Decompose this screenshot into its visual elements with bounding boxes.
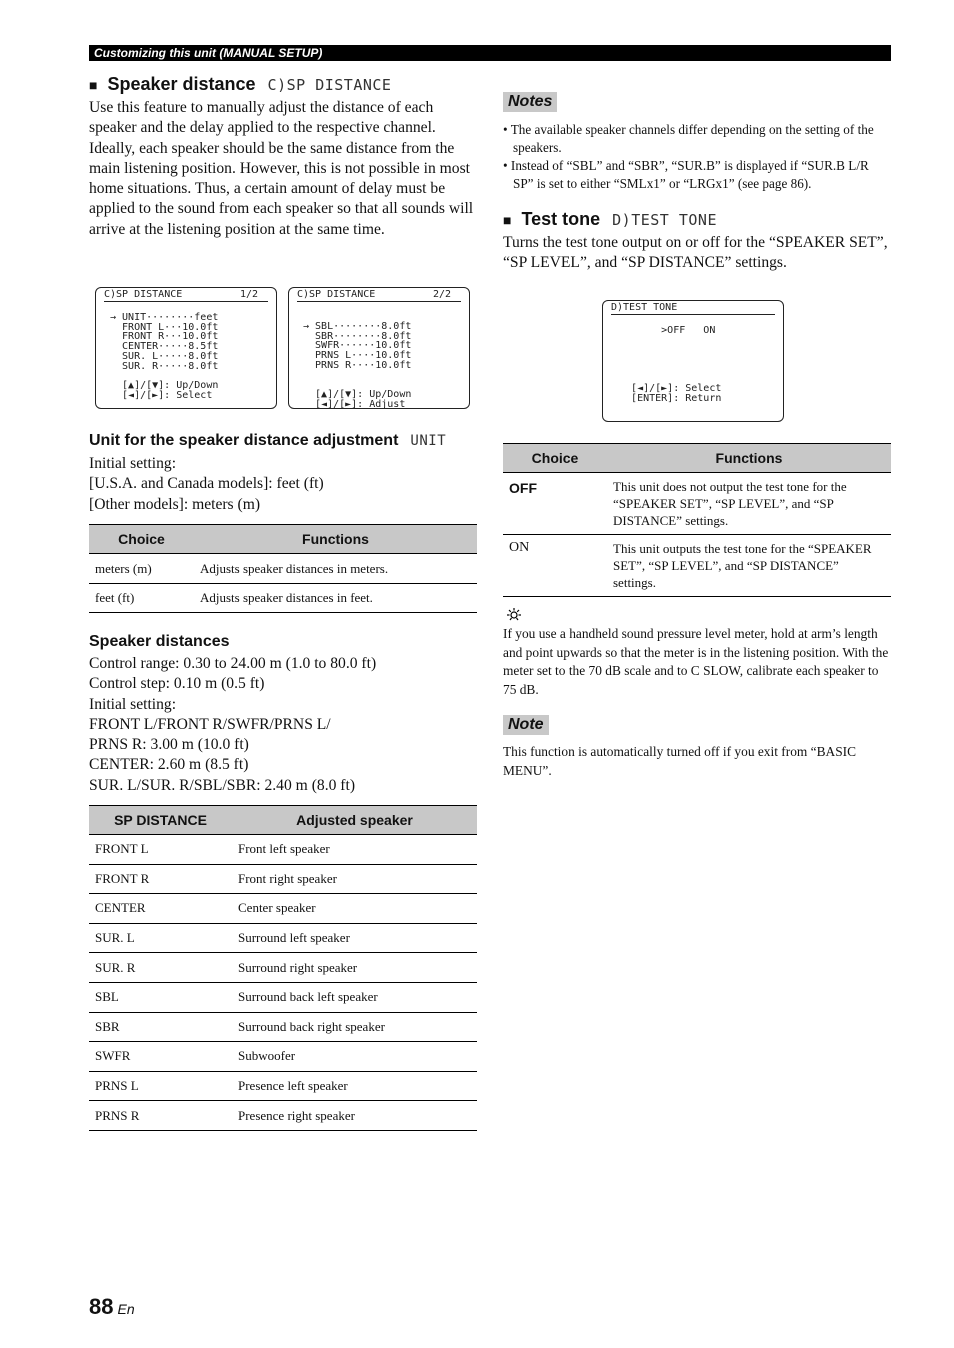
table-cell: CENTER: [89, 894, 232, 924]
table-cell: OFF: [503, 473, 607, 535]
table-cell: Surround back left speaker: [232, 982, 477, 1012]
table-cell: Front right speaker: [232, 864, 477, 894]
lcd-screen-page2: [288, 287, 470, 409]
table-cell: SUR. R: [89, 953, 232, 983]
table-cell: meters (m): [89, 554, 194, 584]
distance-line: Control step: 0.10 m (0.5 ft): [89, 675, 265, 693]
distance-line: FRONT L/FRONT R/SWFR/PRNS L/: [89, 715, 331, 733]
test-tone-lcd-label: D)TEST TONE: [612, 211, 717, 229]
table-cell: Surround left speaker: [232, 923, 477, 953]
table-row: [89, 1101, 477, 1131]
table-header-cell: Functions: [607, 444, 891, 473]
note-item: • Instead of “SBL” and “SBR”, “SUR.B” is displayed if “SUR.B L/R SP” is set to either “SMLx1” or “LRGx1” (see page 86).: [503, 158, 869, 191]
table-header-row: [89, 525, 477, 554]
tip-section: [503, 606, 891, 699]
table-row: [89, 923, 477, 953]
unit-other-setting: [Other models]: meters (m): [89, 495, 261, 513]
table-row: [503, 535, 891, 597]
sp-distance-table: [89, 805, 477, 1131]
table-row: [89, 1042, 477, 1072]
page-number: 88 En: [89, 1294, 135, 1319]
table-row: [89, 864, 477, 894]
table-row: [89, 1012, 477, 1042]
table-cell: Surround back right speaker: [232, 1012, 477, 1042]
test-tone-body: Turns the test tone output on or off for the “SPEAKER SET”, “SP LEVEL”, and “SP DISTANCE” settings.: [503, 234, 888, 272]
table-cell: Subwoofer: [232, 1042, 477, 1072]
lcd-page-indicator: 2/2: [432, 289, 451, 300]
unit-heading: Unit for the speaker distance adjustment UNIT: [89, 432, 447, 449]
page-language: En: [117, 1301, 135, 1317]
table-header-cell: Functions: [194, 525, 477, 554]
table-cell: FRONT L: [89, 835, 232, 865]
note-section: [503, 715, 891, 780]
speaker-distances-heading: Speaker distances: [89, 633, 230, 650]
table-row: [89, 1071, 477, 1101]
speaker-distance-section: [89, 74, 479, 240]
speaker-distance-heading: ■ Speaker distance C)SP DISTANCE: [89, 74, 392, 94]
table-row: [89, 894, 477, 924]
test-tone-section: [503, 209, 893, 274]
table-cell: Presence right speaker: [232, 1101, 477, 1131]
table-header-row: [503, 444, 891, 473]
table-header-cell: Choice: [89, 525, 194, 554]
unit-lcd-label: UNIT: [410, 433, 447, 449]
speaker-distance-body: Use this feature to manually adjust the distance of each speaker and the delay applied to the respective channel. Ideally, each speaker should be the same distance from the main listening position. However, this is not possible in most home situations. Thus, a certain amount of delay must be applied to the sound from each speaker so that all sounds will arrive at the listening position at the same time.: [89, 99, 474, 238]
tip-text: If you use a handheld sound pressure level meter, hold at arm’s length and point upwards so that the meter is in the listening position. With the meter set to the 70 dB scale and to C SLOW, calibrate each speaker to 75 dB.: [503, 626, 889, 697]
note-text: This function is automatically turned off if you exit from “BASIC MENU”.: [503, 744, 857, 778]
unit-choice-table: [89, 524, 477, 613]
table-row: [89, 554, 477, 584]
lcd-page-indicator: 1/2: [239, 289, 258, 300]
notes-section: [503, 92, 891, 193]
note-label: Note: [503, 715, 549, 735]
table-cell: Adjusts speaker distances in feet.: [194, 584, 477, 613]
table-cell: ON: [503, 535, 607, 597]
table-row: [89, 953, 477, 983]
notes-label: Notes: [503, 92, 557, 112]
table-row: [89, 982, 477, 1012]
table-cell: SBL: [89, 982, 232, 1012]
table-header-cell: SP DISTANCE: [89, 806, 232, 835]
table-header-row: [89, 806, 477, 835]
test-tone-heading: ■ Test tone D)TEST TONE: [503, 209, 717, 229]
lcd-screen-title: D)TEST TONE: [611, 303, 775, 315]
table-cell: SUR. L: [89, 923, 232, 953]
distance-line: SUR. L/SUR. R/SBL/SBR: 2.40 m (8.0 ft): [89, 776, 356, 794]
table-row: [89, 835, 477, 865]
distance-line: CENTER: 2.60 m (8.5 ft): [89, 756, 249, 774]
lcd-screen-lines: >OFF ON [◄]/[►]: Select [ENTER]: Return: [631, 325, 722, 404]
table-cell: Adjusts speaker distances in meters.: [194, 554, 477, 584]
table-cell: Surround right speaker: [232, 953, 477, 983]
lcd-screen-lines: → SBL········8.0ft SBR········8.0ft SWFR······10.0ft PRNS L····10.0ft PRNS R····10.0ft [▲]/[▼]: Up/Down [◄]/[►]: Adjust: [303, 321, 412, 410]
table-cell: Presence left speaker: [232, 1071, 477, 1101]
note-item: • The available speaker channels differ depending on the setting of the speakers.: [503, 122, 874, 155]
table-row: [503, 473, 891, 535]
table-cell: Center speaker: [232, 894, 477, 924]
distance-line: Initial setting:: [89, 695, 177, 713]
table-row: [89, 584, 477, 613]
table-cell: feet (ft): [89, 584, 194, 613]
lcd-screen-title: C)SP DISTANCE 2/2: [297, 290, 461, 302]
section-header-bar: [89, 45, 891, 61]
lcd-screen-test-tone: [602, 300, 784, 422]
distance-line: Control range: 0.30 to 24.00 m (1.0 to 80.0 ft): [89, 655, 377, 672]
unit-initial-label: Initial setting:: [89, 455, 177, 472]
lcd-screen-page1: [95, 287, 277, 409]
square-bullet-icon: ■: [89, 77, 98, 93]
table-header-cell: Choice: [503, 444, 607, 473]
speaker-distances-section: [89, 633, 479, 796]
section-header-text: Customizing this unit (MANUAL SETUP): [94, 46, 323, 60]
test-tone-table: [503, 443, 891, 597]
table-cell: PRNS L: [89, 1071, 232, 1101]
table-cell: PRNS R: [89, 1101, 232, 1131]
table-cell: SWFR: [89, 1042, 232, 1072]
table-cell: This unit outputs the test tone for the “SPEAKER SET”, “SP LEVEL”, and “SP DISTANCE” settings.: [607, 535, 891, 597]
table-cell: FRONT R: [89, 864, 232, 894]
lcd-screen-lines: → UNIT········feet FRONT L···10.0ft FRONT R···10.0ft CENTER·····8.5ft SUR. L·····8.0ft SUR. R·····8.0ft [▲]/[▼]: Up/Down [◄]/[►]: Select: [110, 312, 219, 401]
unit-section: [89, 432, 479, 515]
unit-usa-setting: [U.S.A. and Canada models]: feet (ft): [89, 475, 324, 493]
table-header-cell: Adjusted speaker: [232, 806, 477, 835]
distance-line: PRNS R: 3.00 m (10.0 ft): [89, 736, 249, 754]
speaker-distance-lcd-label: C)SP DISTANCE: [267, 76, 392, 94]
table-cell: Front left speaker: [232, 835, 477, 865]
table-cell: SBR: [89, 1012, 232, 1042]
lightbulb-icon: [503, 606, 523, 622]
lcd-screen-title: C)SP DISTANCE 1/2: [104, 290, 268, 302]
square-bullet-icon: ■: [503, 212, 512, 228]
table-cell: This unit does not output the test tone for the “SPEAKER SET”, “SP LEVEL”, and “SP DISTANCE” settings.: [607, 473, 891, 535]
